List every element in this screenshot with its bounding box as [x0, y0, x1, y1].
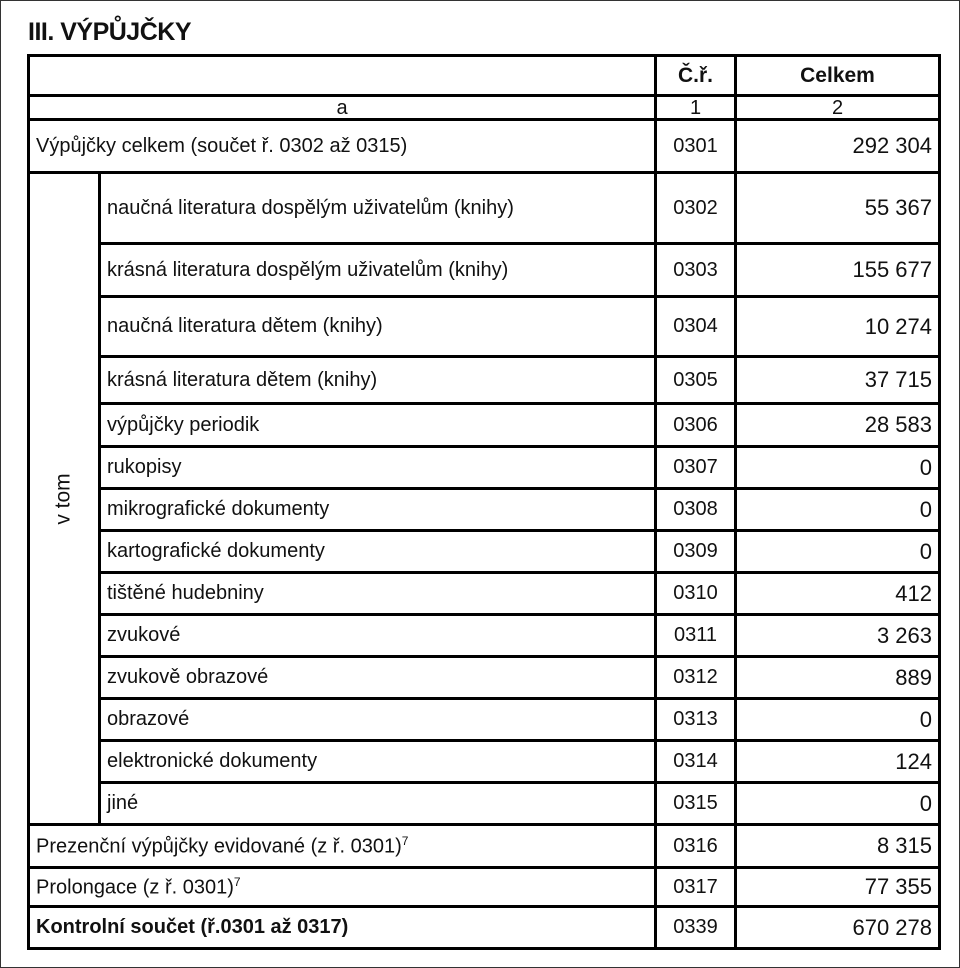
table-row-prezencni — [29, 825, 940, 868]
row-label: naučná literatura dětem (knihy) — [100, 297, 656, 357]
table-row — [29, 615, 940, 657]
row-code: 0307 — [656, 447, 736, 489]
table-row-total — [29, 120, 940, 173]
row-label: výpůjčky periodik — [100, 404, 656, 447]
row-label: krásná literatura dětem (knihy) — [100, 357, 656, 404]
section-heading: III. VÝPŮJČKY — [28, 18, 191, 46]
table-row-kontrolni — [29, 907, 940, 949]
row-value: 0 — [736, 699, 940, 741]
row-code: 0309 — [656, 531, 736, 573]
row-label: rukopisy — [100, 447, 656, 489]
header-col-1: 1 — [656, 96, 736, 120]
row-value: 889 — [736, 657, 940, 699]
row-label: Výpůjčky celkem (součet ř. 0302 až 0315) — [29, 120, 656, 173]
row-code: 0317 — [656, 868, 736, 907]
row-label: elektronické dokumenty — [100, 741, 656, 783]
group-label-v-tom: v tom — [29, 173, 100, 825]
table-row — [29, 297, 940, 357]
row-code: 0301 — [656, 120, 736, 173]
row-value: 124 — [736, 741, 940, 783]
row-label: zvukově obrazové — [100, 657, 656, 699]
row-code: 0303 — [656, 244, 736, 297]
row-value: 55 367 — [736, 173, 940, 244]
row-label: Prolongace (z ř. 0301)$^7$ — [29, 868, 656, 907]
row-code: 0313 — [656, 699, 736, 741]
table-row — [29, 357, 940, 404]
header-col-2: 2 — [736, 96, 940, 120]
row-value: 412 — [736, 573, 940, 615]
row-code: 0310 — [656, 573, 736, 615]
row-code: 0339 — [656, 907, 736, 949]
row-code: 0312 — [656, 657, 736, 699]
header-row-number: Č.ř. — [656, 56, 736, 96]
table-row-prolongace — [29, 868, 940, 907]
row-value: 28 583 — [736, 404, 940, 447]
header-total: Celkem — [736, 56, 940, 96]
header-index-row — [29, 96, 940, 120]
row-label: obrazové — [100, 699, 656, 741]
table-row — [29, 699, 940, 741]
row-label: naučná literatura dospělým uživatelům (knihy) — [100, 173, 656, 244]
row-value: 0 — [736, 783, 940, 825]
row-label: krásná literatura dospělým uživatelům (knihy) — [100, 244, 656, 297]
row-value: 155 677 — [736, 244, 940, 297]
row-label: jiné — [100, 783, 656, 825]
table-row — [29, 573, 940, 615]
row-code: 0302 — [656, 173, 736, 244]
loans-table — [27, 54, 941, 950]
table-row — [29, 404, 940, 447]
row-code: 0311 — [656, 615, 736, 657]
header-col-a: a — [29, 96, 656, 120]
row-value: 3 263 — [736, 615, 940, 657]
row-value: 37 715 — [736, 357, 940, 404]
row-code: 0314 — [656, 741, 736, 783]
row-label: Kontrolní součet (ř.0301 až 0317) — [29, 907, 656, 949]
table-row — [29, 531, 940, 573]
row-code: 0306 — [656, 404, 736, 447]
footnote-marker: 7 — [401, 833, 409, 848]
row-label: kartografické dokumenty — [100, 531, 656, 573]
row-value: 670 278 — [736, 907, 940, 949]
row-code: 0304 — [656, 297, 736, 357]
table-row — [29, 447, 940, 489]
table-row — [29, 489, 940, 531]
header-empty-cell — [29, 56, 656, 96]
row-value: 0 — [736, 531, 940, 573]
row-value: 10 274 — [736, 297, 940, 357]
row-label: Prezenční výpůjčky evidované (z ř. 0301)$^7$ — [29, 825, 656, 868]
row-value: 77 355 — [736, 868, 940, 907]
footnote-marker: 7 — [233, 874, 241, 889]
row-label: tištěné hudebniny — [100, 573, 656, 615]
row-value: 0 — [736, 489, 940, 531]
row-code: 0308 — [656, 489, 736, 531]
table-row — [29, 783, 940, 825]
table-row — [29, 173, 940, 244]
row-code: 0315 — [656, 783, 736, 825]
row-value: 292 304 — [736, 120, 940, 173]
row-code: 0316 — [656, 825, 736, 868]
header-row — [29, 56, 940, 96]
row-label: mikrografické dokumenty — [100, 489, 656, 531]
table-row — [29, 657, 940, 699]
row-value: 0 — [736, 447, 940, 489]
row-code: 0305 — [656, 357, 736, 404]
table-row — [29, 244, 940, 297]
row-label: zvukové — [100, 615, 656, 657]
table-row — [29, 741, 940, 783]
row-value: 8 315 — [736, 825, 940, 868]
